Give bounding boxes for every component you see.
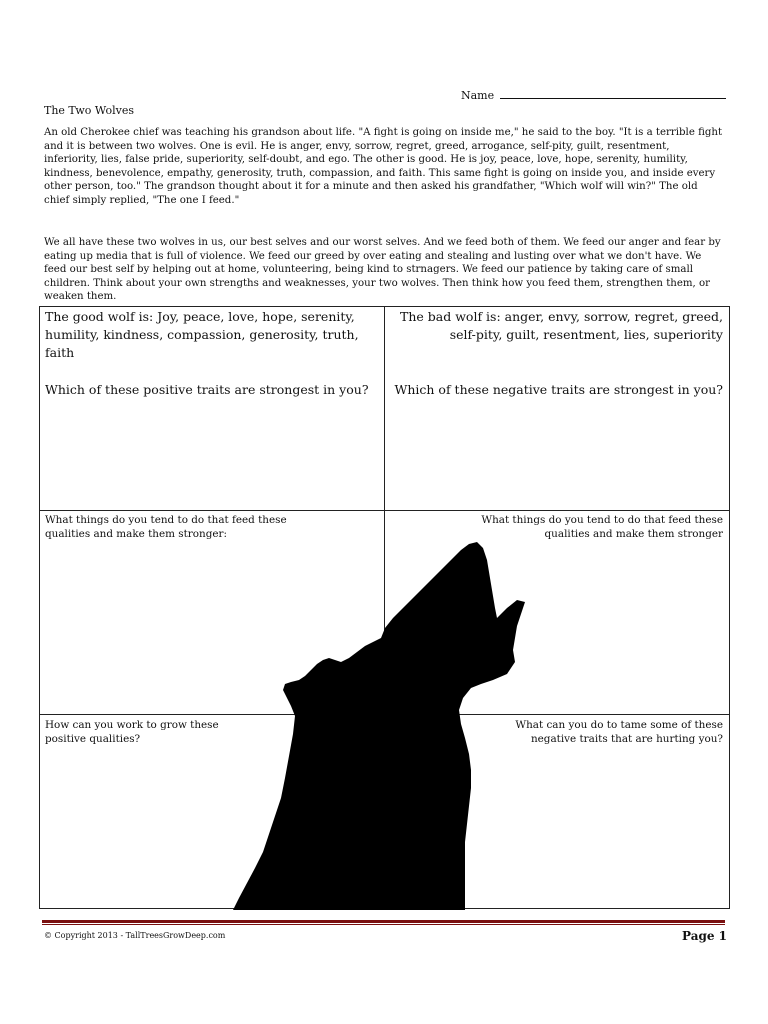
name-field[interactable] [461,88,726,102]
worksheet-title: The Two Wolves [44,104,134,117]
name-label: Name [461,89,495,102]
good-wolf-cell[interactable] [45,308,378,362]
bad-wolf-traits: The bad wolf is: anger, envy, sorrow, regret, greed, self-pity, guilt, resentment, lies, superiority [400,309,723,342]
howling-wolf-silhouette [225,538,535,913]
story-paragraph: An old Cherokee chief was teaching his grandson about life. "A fight is going on inside me," he said to the boy. "It is a terrible fight and it is between two wolves. One is evil. He is anger, envy, sorrow, regret, greed, arrogance, self-pity, guilt, resentment, inferiority, lies, false pride, superiority, self-doubt, and ego. The other is good. He is joy, peace, love, hope, serenity, humility, kindness, benevolence, empathy, generosity, truth, compassion, and faith. This same fight is going on inside you, and inside every other person, too." The grandson thought about it for a minute and then asked his grandfather, "Which wolf will win?" The old chief simply replied, "The one I feed." [44,127,723,206]
good-wolf-traits: The good wolf is: Joy, peace, love, hope, serenity, humility, kindness, compassion, generosity, truth, faith [45,309,359,360]
feed-bad-prompt: What things do you tend to do that feed these qualities and make them stronger [481,514,723,540]
copyright-text: © Copyright 2013 - TallTreesGrowDeep.com [44,931,226,940]
name-line[interactable] [500,88,726,99]
page-number: Page 1 [682,929,728,943]
bad-wolf-cell[interactable] [392,308,723,344]
grow-good-prompt: How can you work to grow these positive qualities? [45,719,219,745]
feed-good-prompt: What things do you tend to do that feed these qualities and make them stronger: [45,514,287,540]
reflection-paragraph: We all have these two wolves in us, our best selves and our worst selves. And we feed both of them. We feed our anger and fear by eating up media that is full of violence. We feed our greed by over eating and stealing and lusting over what we don't have. We feed our best self by helping out at home, volunteering, being kind to strnagers. We feed our patience by taking care of small children. Think about your own strengths and weaknesses, your two wolves. Then think how you feed them, strengthen them, or weaken them. [44,237,721,302]
grid-divider-row1 [39,510,730,511]
bad-traits-question: Which of these negative traits are strongest in you? [394,382,723,397]
footer-rule-thin [42,924,725,925]
good-traits-question: Which of these positive traits are strongest in you? [45,382,369,397]
footer-rule [42,920,725,923]
tame-bad-prompt: What can you do to tame some of these negative traits that are hurting you? [515,719,723,745]
